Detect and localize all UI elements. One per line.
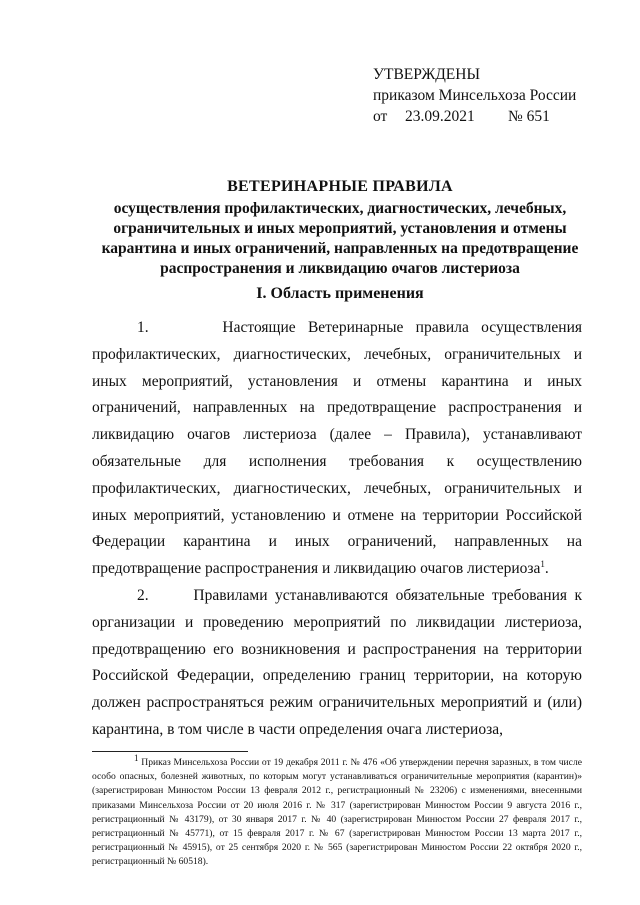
title-main: ВЕТЕРИНАРНЫЕ ПРАВИЛА [227,178,453,195]
approval-block [373,64,576,127]
paragraph-2: 2. Правилами устанавливаются обязательные требования к организации и проведению мероприятий по ликвидации листериоза, предотвращению его возникновения и распространения на территории Российской Федерации, определению границ территории, на которую должен распространяться режим ограничительных мероприятий и (или) карантина, в том числе в части определения очага листериоза, [92,586,582,738]
footnote-number: 1 [134,752,139,763]
footnote-reference[interactable]: 1 [540,559,545,570]
title-subtitle-line-3: карантина и иных ограничений, направленных на предотвращение [101,240,579,257]
section-body [92,315,582,744]
approval-issuer: приказом Минсельхоза России [373,87,577,104]
approval-date: 23.09.2021 [405,108,475,125]
document-title [80,177,600,279]
approval-status: УТВЕРЖДЕНЫ [373,66,480,83]
paragraph-1-end: . [544,560,549,578]
approval-date-row [373,106,576,127]
approval-date-prefix: от [373,108,388,125]
title-subtitle-line-1: осуществления профилактических, диагностических, лечебных, [113,200,567,217]
paragraph-1-text: 1. Настоящие Ветеринарные правила осуществления профилактических, диагностических, лечебных, ограничительных и иных мероприятий, установления и отмены карантина и иных ограничений, направленных на предотвращение распространения и ликвидацию очагов листериоза (далее – Правила), устанавливают обязательные для исполнения требования к осуществлению профилактических, диагностических, лечебных, ограничительных и иных мероприятий, установлению и отмене на территории Российской Федерации карантина и иных ограничений, направленных на предотвращение распространения и ликвидацию очагов листериоза [92,319,582,578]
title-subtitle-line-4: распространения и ликвидацию очагов листериоза [160,260,520,277]
title-subtitle-line-2: ограничительных и иных мероприятий, установления и отмены [113,220,567,237]
approval-number: № 651 [508,108,550,125]
footnote [92,752,582,870]
footnote-divider [92,751,248,752]
footnote-text: Приказ Минсельхоза России от 19 декабря 2011 г. № 476 «Об утверждении перечня заразных, в том числе особо опасных, болезней животных, по которым могут устанавливаться ограничительные мероприятия (карантин)» (зарегистрирован Минюстом России 13 февраля 2012 г., регистрационный № 23206) с изменениями, внесенными приказами Минсельхоза России от 20 июля 2016 г. № 317 (зарегистрирован Минюстом России 9 августа 2016 г., регистрационный № 43179), от 30 января 2017 г. № 40 (зарегистрирован Минюстом России 27 февраля 2017 г., регистрационный № 45771), от 15 февраля 2017 г. № 67 (зарегистрирован Минюстом России 13 марта 2017 г., регистрационный № 45915), от 25 сентября 2020 г. № 565 (зарегистрирован Минюстом России 22 октября 2020 г., регистрационный № 60518). [92,757,582,868]
section-heading: I. Область применения [256,285,424,302]
paragraph-1 [92,315,582,583]
